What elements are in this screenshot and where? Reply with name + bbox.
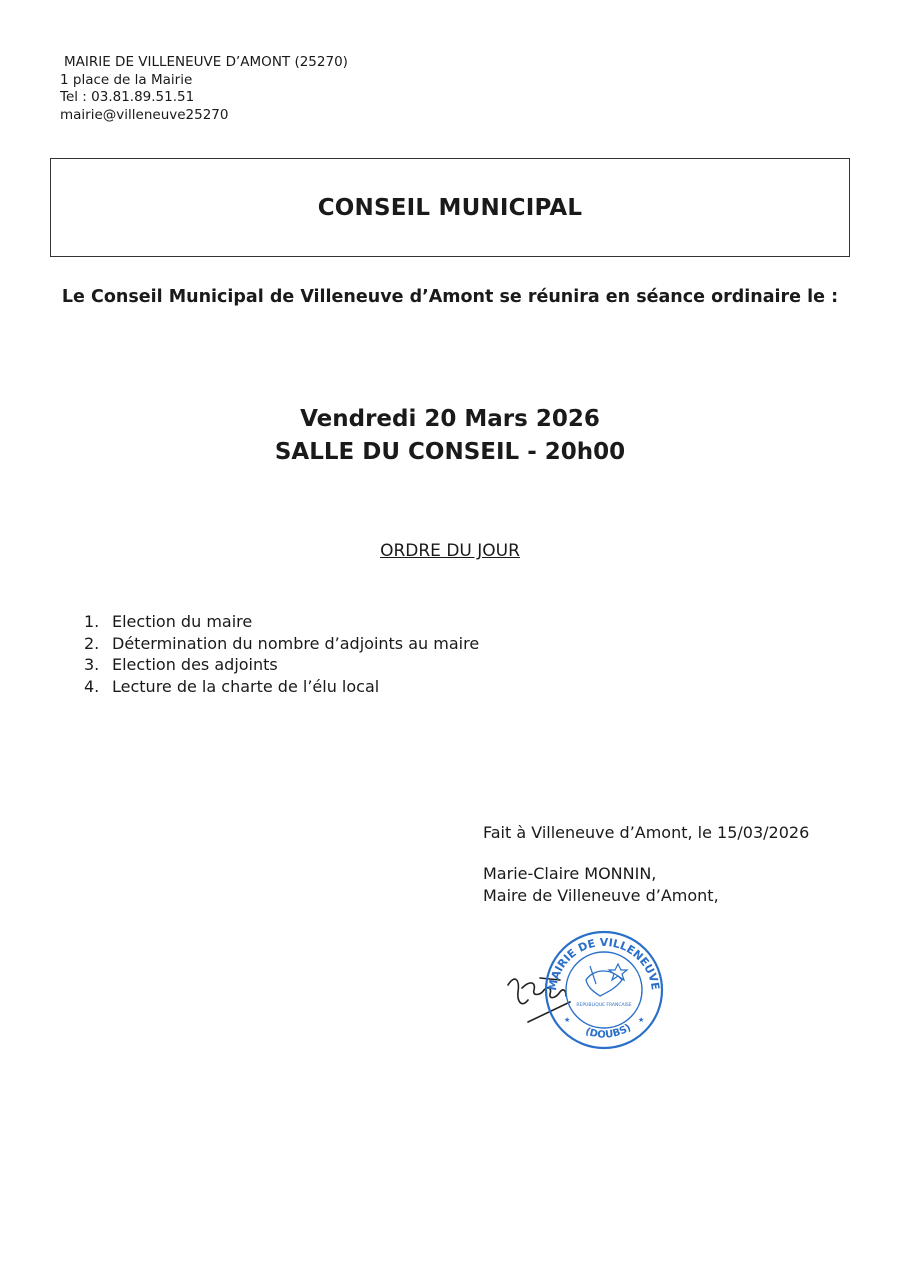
signatory-name: Marie-Claire MONNIN, bbox=[483, 864, 657, 883]
signoff-place-date: Fait à Villeneuve d’Amont, le 15/03/2026 bbox=[483, 823, 810, 842]
agenda-item: 2. Détermination du nombre d’adjoints au maire bbox=[84, 633, 480, 653]
svg-text:★: ★ bbox=[638, 1016, 645, 1024]
signoff-block bbox=[483, 822, 809, 907]
mairie-address: 1 place de la Mairie bbox=[60, 71, 193, 88]
agenda-list bbox=[84, 611, 479, 697]
mairie-phone: Tel : 03.81.89.51.51 bbox=[60, 89, 195, 105]
meeting-place-time: SALLE DU CONSEIL - 20h00 bbox=[274, 439, 626, 465]
intro-text: Le Conseil Municipal de Villeneuve d’Amont se réunira en séance ordinaire le : bbox=[61, 287, 839, 307]
meeting-date: Vendredi 20 Mars 2026 bbox=[300, 406, 600, 432]
agenda-item: 1. Election du maire bbox=[84, 612, 253, 631]
meeting-info bbox=[0, 403, 900, 469]
agenda-title: ORDRE DU JOUR bbox=[380, 541, 520, 561]
seal-and-signature bbox=[500, 930, 680, 1055]
mairie-header bbox=[60, 54, 348, 124]
title-box bbox=[50, 158, 850, 257]
signatory-role: Maire de Villeneuve d’Amont, bbox=[483, 886, 719, 905]
agenda-item: 3. Election des adjoints bbox=[84, 655, 278, 674]
mairie-name: MAIRIE DE VILLENEUVE D’AMONT (25270) bbox=[64, 54, 348, 70]
svg-text:(DOUBS): (DOUBS) bbox=[583, 1022, 634, 1041]
svg-text:★: ★ bbox=[564, 1016, 571, 1024]
official-seal-icon bbox=[500, 930, 680, 1055]
svg-text:REPUBLIQUE FRANCAISE: REPUBLIQUE FRANCAISE bbox=[576, 1003, 632, 1008]
page-title: CONSEIL MUNICIPAL bbox=[317, 195, 583, 221]
mairie-email: mairie@villeneuve25270 bbox=[60, 106, 229, 123]
agenda-item: 4. Lecture de la charte de l’élu local bbox=[84, 676, 380, 696]
svg-text:MAIRIE DE VILLENEUVE D'AMONT: MAIRIE DE VILLENEUVE bbox=[545, 935, 662, 992]
